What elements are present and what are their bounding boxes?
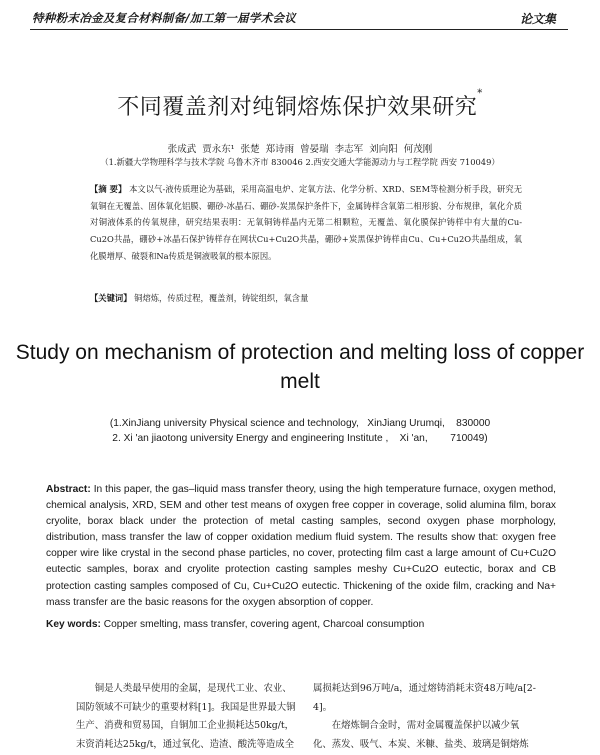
- chinese-keywords-label: 【关键词】: [90, 293, 132, 303]
- chinese-affiliation: （1.新疆大学物理科学与技术学院 乌鲁木齐市 830046 2.西安交通大学能源动力与工程学院 西安 710049）: [100, 157, 500, 167]
- body-column-right: [313, 680, 543, 754]
- journal-header: 特种粉末冶金及复合材料制备/加工第一届学术会议: [32, 11, 297, 25]
- english-keywords-label: Key words:: [46, 619, 101, 630]
- english-abstract: [46, 482, 556, 611]
- chinese-keywords: [90, 292, 522, 304]
- body-line: 铜是人类最早使用的金属，是现代工业、农业、: [94, 683, 292, 694]
- chinese-authors: 张成武 贾永东¹ 张楚 郑诗雨 曾晏瑞 李志军 刘向阳 何茂刚: [167, 144, 433, 155]
- chinese-abstract-text: 本文以气-液传质理论为基础，采用高温电炉、定氧方法、化学分析、XRD、SEM等检测分析手段，研究无氧铜在无覆盖、固体氧化铝膜、硼砂-冰晶石、硼砂-炭黑保护条件下，金属铸样含氧第二相形貌、分布规律，氧化介质对铜液体系的传氧规律，研究结果表明：无氧铜铸样晶内无第二相颗粒，无覆盖、氧化膜保护铸样中有大量的Cu-Cu2O共晶，硼砂+冰晶石保护铸样存在网状Cu+Cu2O共晶，硼砂+炭黑保护铸样由Cu、Cu+Cu2O共晶组成，氧化膜增厚、破裂和Na传质是铜液吸氧的根本原因。: [90, 184, 522, 261]
- body-line: 化、蒸发、吸气、本炭、米糠、盐类、玻璃是铜熔炼: [313, 738, 529, 750]
- chinese-keywords-text: 铜熔炼，传质过程，覆盖剂，铸锭组织，氧含量: [134, 293, 309, 303]
- chinese-title-text: 不同覆盖剂对纯铜熔炼保护效果研究: [117, 95, 478, 120]
- english-keywords-text: Copper smelting, mass transfer, covering agent, Charcoal consumption: [103, 619, 425, 630]
- body-line: 在熔炼铜合金时，需对金属覆盖保护以减少氧: [331, 720, 520, 732]
- body-column-left: [76, 680, 297, 754]
- section-header: 论文集: [519, 12, 556, 26]
- english-title: Study on mechanism of protection and melting loss of copper melt: [15, 341, 585, 393]
- header-divider: [30, 29, 568, 30]
- english-abstract-label: Abstract:: [46, 484, 91, 495]
- body-line: 国防领域不可缺少的重要材料[1]。我国是世界最大铜: [76, 701, 296, 713]
- chinese-abstract: [90, 181, 522, 265]
- body-line: 生产、消费和贸易国，自铜加工企业损耗达50kg/t，: [76, 720, 295, 732]
- body-line: 属损耗达到96万吨/a，通过熔铸消耗末资48万吨/a[2-: [313, 683, 536, 694]
- english-abstract-text: In this paper, the gas–liquid mass transfer theory, using the high temperature furnace, oxygen method, chemical analysis, XRD, SEM and other test means of oxygen free copper in coverage, solid alumina film, borax cryolite, borax black under the protection of metal casting samples, second oxygen phase morphology, distribution, mass transfer the law of copper oxidation medium fluid system. The results show that: oxygen free copper wire like crystal in the second phase particles, no cover, protecting film cast a large amount of Cu+Cu2O eutectic samples, borax and cryolite protection casting samples meshy Cu+Cu2O eutectic, borax and CB protection casting samples composed of Cu, Cu+Cu2O eutectic. Thickening of the oxide film, cracking and Na+ mass transfer are the basic reasons for the oxygen absorption of copper.: [46, 484, 556, 608]
- body-line: 末资消耗达25kg/t，通过氧化、造渣、酸洗等造成全: [76, 738, 295, 750]
- body-line: 4]。: [313, 701, 332, 713]
- english-keywords: [46, 619, 556, 630]
- english-affiliation-2: 2. Xi 'an jiaotong university Energy and engineering Institute , Xi 'an, 710049): [112, 433, 488, 444]
- title-footnote-mark: *: [477, 88, 483, 99]
- english-affiliation-1: (1.XinJiang university Physical science and technology, XinJiang Urumqi, 830000: [109, 418, 491, 429]
- chinese-title: [0, 90, 600, 121]
- chinese-abstract-label: 【摘 要】: [90, 184, 127, 194]
